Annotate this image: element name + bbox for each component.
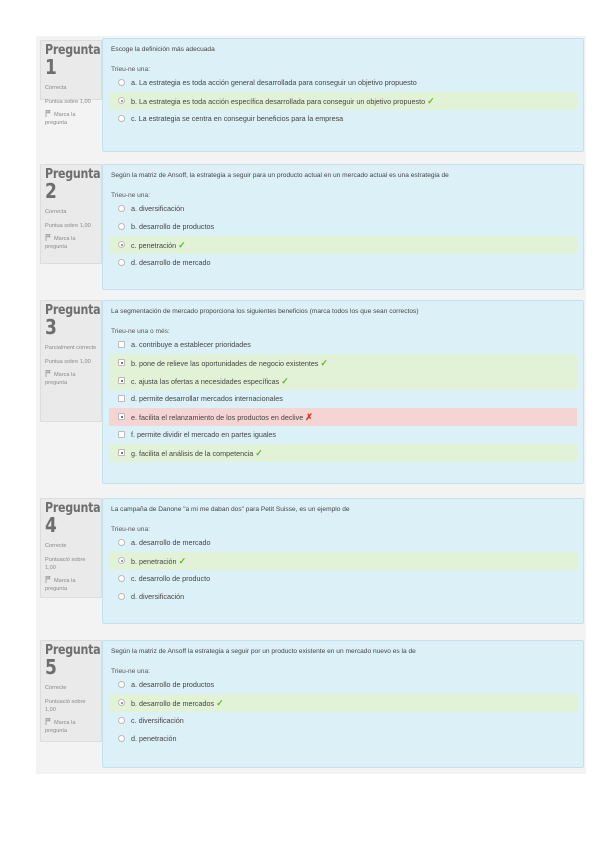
checkbox[interactable] [118, 377, 125, 384]
quiz-review-page [36, 36, 586, 774]
check-icon: ✓ [178, 240, 186, 250]
radio-button[interactable] [118, 539, 125, 546]
answer-option-a[interactable]: a. diversificación [109, 200, 577, 218]
question-text: La segmentación de mercado proporciona los siguientes beneficios (marca todos los que sean correctos) [111, 308, 419, 315]
radio-button[interactable] [118, 205, 125, 212]
check-icon: ✓ [320, 358, 328, 368]
answer-option-e[interactable]: e. facilita el relanzamiento de los productos en declive ✗ [109, 408, 577, 426]
question-number: Pregunta 1 [45, 43, 101, 79]
answer-option-c[interactable]: c. desarrollo de producto [109, 570, 577, 588]
question-state: Parcialment correcte [45, 345, 97, 351]
question-content [102, 498, 584, 624]
answer-option-d[interactable]: d. permite desarrollar mercados internacionales [109, 390, 577, 408]
flag-question-link[interactable]: Marca la pregunta [45, 112, 76, 126]
question-text: Escoge la definición más adecuada [111, 46, 215, 53]
radio-button[interactable] [118, 593, 125, 600]
question-info [40, 640, 102, 742]
answer-option-b[interactable]: b. La estrategia es toda acción específica desarrollada para conseguir un objetivo propuesto ✓ [109, 92, 577, 110]
answer-option-a[interactable]: a. La estrategia es toda acción general desarrollada para conseguir un objetivo propuesto [109, 74, 577, 92]
radio-button[interactable] [118, 79, 125, 86]
radio-button[interactable] [118, 717, 125, 724]
radio-button[interactable] [118, 681, 125, 688]
checkbox[interactable] [118, 395, 125, 402]
answer-option-d[interactable]: d. penetración [109, 730, 577, 748]
question-content [102, 300, 584, 484]
flag-question-link[interactable]: Marca la pregunta [45, 720, 76, 734]
answer-prompt: Trieu-ne una: [111, 66, 150, 73]
flag-icon [45, 110, 51, 117]
radio-button[interactable] [118, 241, 125, 248]
checkbox[interactable] [118, 413, 125, 420]
question-state: Correcta [45, 209, 67, 215]
question-info [40, 164, 102, 264]
flag-icon [45, 234, 51, 241]
answer-option-a[interactable]: a. desarrollo de productos [109, 676, 577, 694]
answer-option-c[interactable]: c. ajusta las ofertas a necesidades específicas ✓ [109, 372, 577, 390]
question-content [102, 164, 584, 290]
question-number: Pregunta 3 [45, 303, 101, 339]
radio-button[interactable] [118, 259, 125, 266]
question-number: Pregunta 5 [45, 643, 101, 679]
check-icon: ✓ [216, 698, 224, 708]
radio-button[interactable] [118, 557, 125, 564]
question-number: Pregunta 2 [45, 167, 101, 203]
question-content [102, 38, 584, 152]
question-info [40, 498, 102, 598]
question-state: Correcte [45, 685, 67, 691]
checkbox[interactable] [118, 431, 125, 438]
flag-question-link[interactable]: Marca la pregunta [45, 372, 76, 386]
answer-option-b[interactable]: b. pone de relieve las oportunidades de negocio existentes ✓ [109, 354, 577, 372]
answer-option-d[interactable]: d. desarrollo de mercado [109, 254, 577, 272]
answer-option-d[interactable]: d. diversificación [109, 588, 577, 606]
answer-prompt: Trieu-ne una: [111, 668, 150, 675]
answer-prompt: Trieu-ne una: [111, 526, 150, 533]
flag-question-link[interactable]: Marca la pregunta [45, 578, 76, 592]
checkbox[interactable] [118, 341, 125, 348]
question-score: Puntuació sobre 1,00 [45, 699, 86, 713]
answer-option-a[interactable]: a. desarrollo de mercado [109, 534, 577, 552]
radio-button[interactable] [118, 97, 125, 104]
question-score: Puntuació sobre 1,00 [45, 557, 86, 571]
radio-button[interactable] [118, 735, 125, 742]
question-content [102, 640, 584, 768]
flag-question-link[interactable]: Marca la pregunta [45, 236, 76, 250]
question-state: Correcta [45, 85, 67, 91]
flag-icon [45, 718, 51, 725]
check-icon: ✓ [281, 376, 289, 386]
radio-button[interactable] [118, 115, 125, 122]
answer-option-f[interactable]: f. permite dividir el mercado en partes iguales [109, 426, 577, 444]
answer-option-g[interactable]: g. facilita el análisis de la competencia ✓ [109, 444, 577, 462]
radio-button[interactable] [118, 575, 125, 582]
check-icon: ✓ [178, 556, 187, 566]
check-icon: ✓ [255, 448, 263, 458]
flag-icon [45, 576, 51, 583]
answer-option-b[interactable]: b. desarrollo de mercados ✓ [109, 694, 577, 712]
question-text: Según la matriz de Ansoff la estrategia a seguir por un producto existente en un mercado nuevo es la de [111, 648, 416, 655]
radio-button[interactable] [118, 223, 125, 230]
question-score: Puntua sobre 1,00 [45, 99, 91, 105]
radio-button[interactable] [118, 699, 125, 706]
check-icon: ✓ [427, 96, 435, 106]
checkbox[interactable] [118, 449, 125, 456]
question-score: Puntua sobre 1,00 [45, 359, 91, 365]
question-info [40, 300, 102, 422]
cross-icon: ✗ [305, 412, 313, 422]
answer-option-c[interactable]: c. penetración ✓ [109, 236, 577, 254]
question-text: La campaña de Danone "a mi me daban dos" para Petit Suisse, es un ejemplo de [111, 506, 350, 513]
answer-prompt: Trieu-ne una: [111, 192, 150, 199]
question-text: Según la matriz de Ansoff, la estrategia a seguir para un producto actual en un mercado actual es una estrategia de [111, 172, 449, 179]
question-score: Puntua sobre 1,00 [45, 223, 91, 229]
answer-option-b[interactable]: b. penetración ✓ [109, 552, 577, 570]
answer-option-b[interactable]: b. desarrollo de productos [109, 218, 577, 236]
question-state: Correcte [45, 543, 67, 549]
answer-option-a[interactable]: a. contribuye a establecer prioridades [109, 336, 577, 354]
answer-option-c[interactable]: c. La estrategia se centra en conseguir beneficios para la empresa [109, 110, 577, 128]
question-number: Pregunta 4 [45, 501, 101, 537]
checkbox[interactable] [118, 359, 125, 366]
question-info [40, 40, 102, 126]
flag-icon [45, 370, 51, 377]
answer-prompt: Trieu-ne una o més: [111, 328, 170, 335]
answer-option-c[interactable]: c. diversificación [109, 712, 577, 730]
